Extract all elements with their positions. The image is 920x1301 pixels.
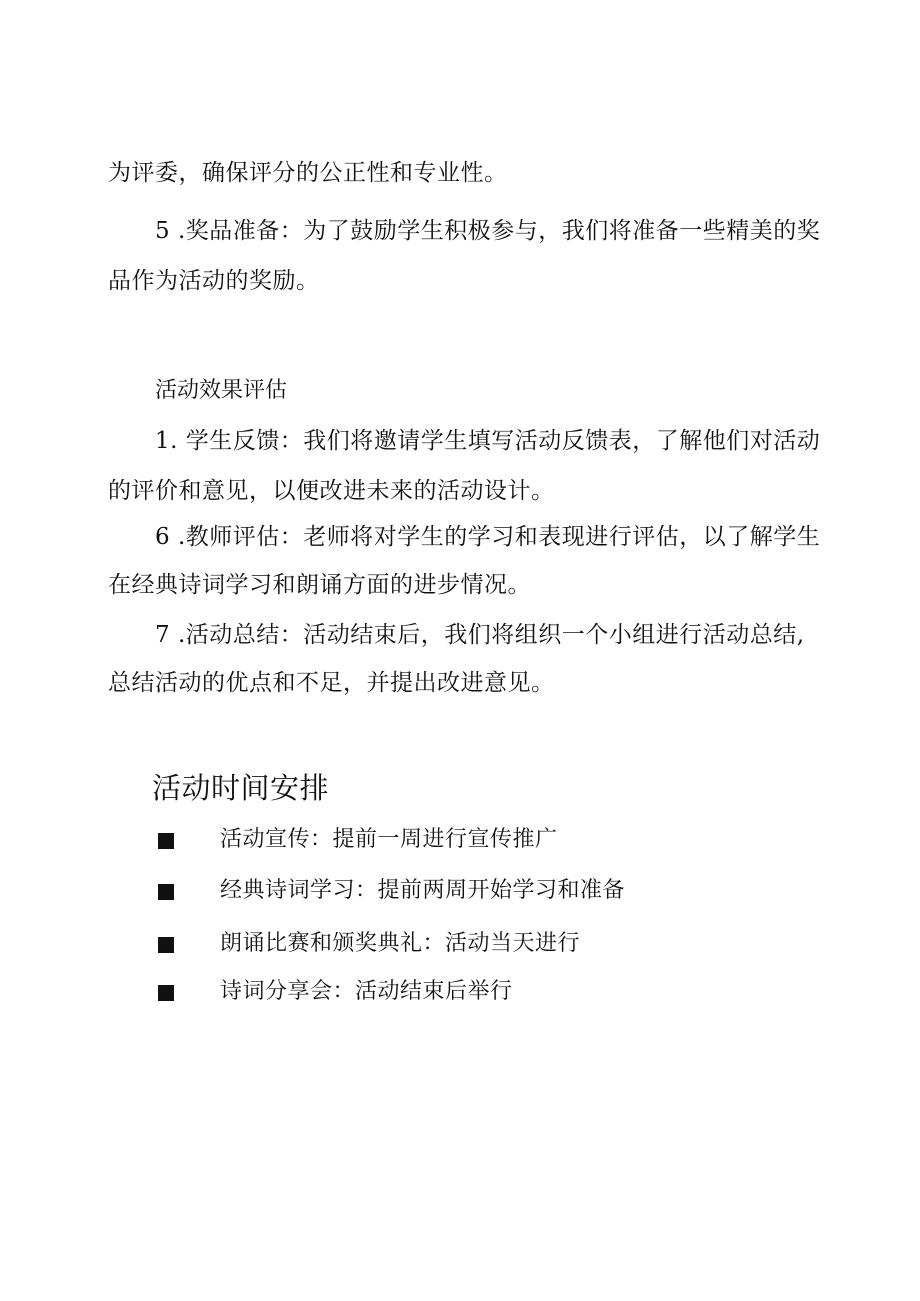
evaluation-item3-line2: 总结活动的优点和不足，并提出改进意见。 <box>108 670 555 696</box>
paragraph-judges-continuation: 为评委，确保评分的公正性和专业性。 <box>108 160 508 186</box>
square-bullet-icon <box>158 833 174 849</box>
evaluation-item1-line1: 1. 学生反馈：我们将邀请学生填写活动反馈表，了解他们对活动 <box>155 428 821 454</box>
evaluation-heading: 活动效果评估 <box>155 378 288 403</box>
evaluation-item2-line1: 6 .教师评估：老师将对学生的学习和表现进行评估，以了解学生 <box>155 524 821 550</box>
evaluation-item1-line2: 的评价和意见，以便改进未来的活动设计。 <box>108 478 555 504</box>
paragraph-prizes-line1: 5 .奖品准备：为了鼓励学生积极参与，我们将准备一些精美的奖 <box>155 218 821 244</box>
square-bullet-icon <box>158 985 174 1001</box>
schedule-item-text: 经典诗词学习：提前两周开始学习和准备 <box>220 878 626 903</box>
evaluation-item2-line2: 在经典诗词学习和朗诵方面的进步情况。 <box>108 572 531 598</box>
paragraph-prizes-line2: 品作为活动的奖励。 <box>108 268 320 294</box>
schedule-item-text: 诗词分享会：活动结束后举行 <box>220 979 513 1004</box>
square-bullet-icon <box>158 884 174 900</box>
square-bullet-icon <box>158 937 174 953</box>
schedule-item-text: 活动宣传：提前一周进行宣传推广 <box>220 827 558 852</box>
schedule-heading: 活动时间安排 <box>152 771 330 805</box>
evaluation-item3-line1: 7 .活动总结：活动结束后，我们将组织一个小组进行活动总结, <box>155 622 805 648</box>
schedule-item-text: 朗诵比赛和颁奖典礼：活动当天进行 <box>220 931 581 956</box>
